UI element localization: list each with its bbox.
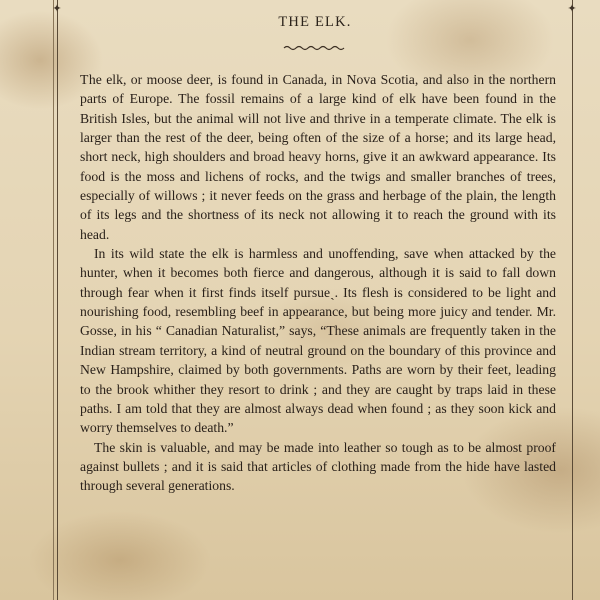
paragraph-3: The skin is valuable, and may be made into leather so tough as to be almost proof against bullets ; and it is said that articles of clothing made from the hide have lasted through several generations.	[80, 439, 556, 494]
paragraph-1: The elk, or moose deer, is found in Canada, in Nova Scotia, and also in the northern parts of Europe. The fossil remains of a large kind of elk have been found in the British Isles, but the animal will not live and thrive in a temperate climate. The elk is larger than the rest of the deer, being often of the size of a horse; and its large head, short neck, high shoulders and broad heavy horns, give it an awkward appearance. Its food is the moss and lichens of rocks, and the twigs and smaller branches of trees, especially of willows ; it never feeds on the grass and herbage of the plain, the length of its legs and the shortness of its neck not allowing it to reach the ground with its head.	[80, 72, 556, 242]
right-border-rule	[572, 0, 573, 600]
left-border-rule	[57, 0, 58, 600]
page-title: THE ELK.	[278, 14, 352, 30]
paragraph-2: In its wild state the elk is harmless and unoffending, save when attacked by the hunter, when it becomes both fierce and dangerous, although it is said to fall down through fear when it first finds itself pursueˎ. Its flesh is considered to be light and nourishing food, resembling beef in appearance, but being more juicy and tender. Mr. Gosse, in his “ Canadian Naturalist,” says, “These animals are frequently taken in the Indian stream territory, a kind of neutral ground on the boundary of this province and New Hampshire, claimed by both governments. Paths are worn by their feet, leading to the brook whither they resort to drink ; and they are caught by traps laid in these paths. I am told that they are almost always dead when found ; as they soon kick and worry themselves to death.”	[80, 246, 556, 436]
left-inner-border-rule	[53, 0, 54, 600]
corner-ornament-right-icon: ✦	[567, 3, 577, 15]
corner-ornament-left-icon: ✦	[52, 3, 62, 15]
title-flourish-icon	[283, 44, 345, 52]
article-body	[80, 70, 556, 496]
